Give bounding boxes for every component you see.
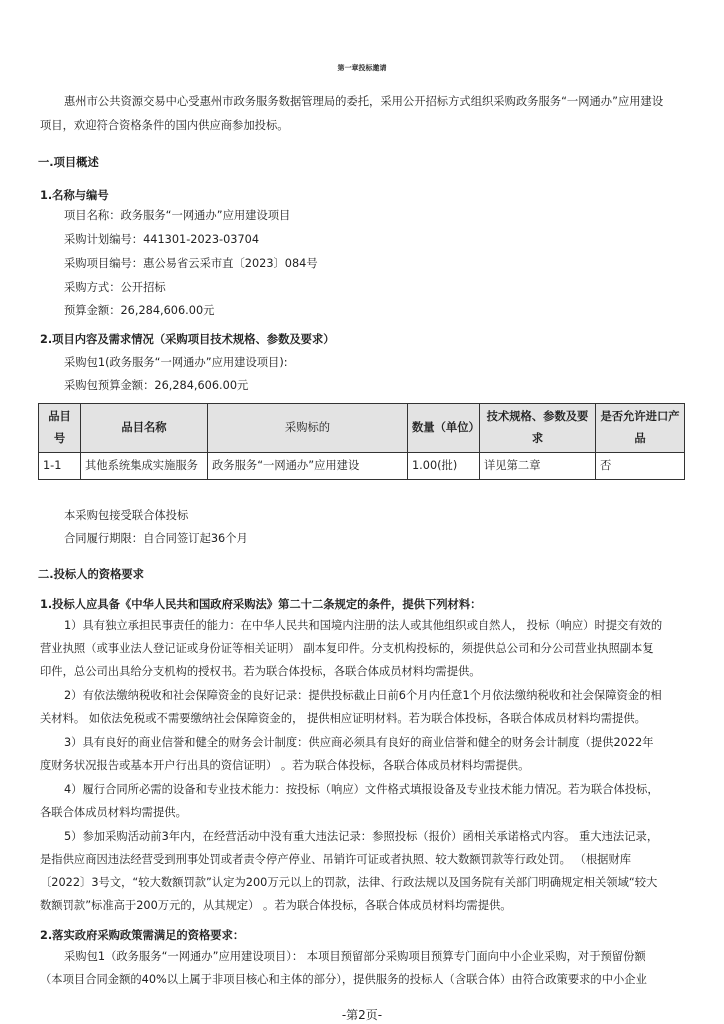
req2-line-1: 2）有依法缴纳税收和社会保障资金的良好记录：提供投标截止日前6个月内任意1个月依法缴纳税收和社会保障资金的相 [64,689,662,702]
section1-heading: 一.项目概述 [38,156,99,169]
req3-line-1: 3）具有良好的商业信誉和健全的财务会计制度：供应商必须具有良好的商业信誉和健全的财务会计制度（提供2022年 [64,736,654,749]
intro-line-2: 项目，欢迎符合资格条件的国内供应商参加投标。 [40,119,289,132]
section1-sub2-heading: 2.项目内容及需求情况（采购项目技术规格、参数及要求） [40,333,335,346]
policy-line-2: （本项目合同金额的40%以上属于非项目核心和主体的部分），提供服务的投标人（含联合体）由符合政策要求的中小企业 [40,973,647,986]
package-budget: 采购包预算金额：26,284,606.00元 [64,379,249,392]
section2-sub1-heading: 1.投标人应具备《中华人民共和国政府采购法》第二十二条规定的条件，提供下列材料： [40,598,482,611]
cell-import: 否 [596,453,685,480]
plan-number: 采购计划编号：441301-2023-03704 [64,233,260,246]
table-header-row [39,404,685,453]
req5-line-1: 5）参加采购活动前3年内，在经营活动中没有重大违法记录：参照投标（报价）函相关承诺格式内容。 重大违法记录， [64,830,659,843]
policy-line-1: 采购包1（政务服务“一网通办”应用建设项目）： 本项目预留部分采购项目预算专门面向中小企业采购，对于预留份额 [64,950,646,963]
req2-line-2: 关材料。 如依法免税或不需要缴纳社会保障资金的， 提供相应证明材料。若为联合体投标，各联合体成员材料均需提供。 [40,712,646,725]
page-number: -第2页- [341,1008,383,1022]
budget-amount: 预算金额：26,284,606.00元 [64,304,215,317]
req1-line-3: 印件，总公司出具给分支机构的授权书。若为联合体投标，各联合体成员材料均需提供。 [40,665,481,678]
section2-heading: 二.投标人的资格要求 [38,568,144,581]
table-row [39,453,685,480]
cell-subject: 政务服务“一网通办”应用建设 [208,453,408,480]
project-number: 采购项目编号：惠公易省云采市直〔2023〕084号 [64,257,318,270]
cell-item-no: 1-1 [39,453,81,480]
procurement-method: 采购方式：公开招标 [64,281,166,294]
req1-line-1: 1）具有独立承担民事责任的能力：在中华人民共和国境内注册的法人或其他组织或自然人， 投标（响应）时提交有效的 [64,619,663,632]
req4-line-2: 各联合体成员材料均需提供。 [40,806,187,819]
section1-sub1-heading: 1.名称与编号 [40,189,109,202]
col-header-item-name: 品目名称 [81,404,208,453]
package-title: 采购包1(政务服务“一网通办”应用建设项目): [64,356,288,369]
consortium-note: 本采购包接受联合体投标 [64,509,189,522]
section2-sub2-heading: 2.落实政府采购政策需满足的资格要求： [40,929,245,942]
req5-line-3: 〔2022〕3号文，“较大数额罚款”认定为200万元以上的罚款，法律、行政法规以及国务院有关部门明确规定相关领域“较大 [40,876,658,889]
cell-item-name: 其他系统集成实施服务 [81,453,208,480]
req4-line-1: 4）履行合同所必需的设备和专业技术能力：按投标（响应）文件格式填报设备及专业技术能力情况。若为联合体投标， [64,783,659,796]
intro-line-1: 惠州市公共资源交易中心受惠州市政务服务数据管理局的委托，采用公开招标方式组织采购政务服务“一网通办”应用建设 [64,95,664,108]
col-header-spec: 技术规格、参数及要求 [480,404,596,453]
cell-quantity: 1.00(批) [408,453,480,480]
req5-line-2: 是指供应商因违法经营受到刑事处罚或者责令停产停业、吊销许可证或者执照、较大数额罚款等行政处罚。 （根据财库 [40,853,632,866]
col-header-import: 是否允许进口产品 [596,404,685,453]
req1-line-2: 营业执照（或事业法人登记证或身份证等相关证明） 副本复印件。分支机构投标的，须提供总公司和分公司营业执照副本复 [40,642,654,655]
col-header-subject: 采购标的 [208,404,408,453]
col-header-quantity: 数量（单位） [408,404,480,453]
col-header-item-no: 品目号 [39,404,81,453]
req3-line-2: 度财务状况报告或基本开户行出具的资信证明） 。若为联合体投标，各联合体成员材料均需提供。 [40,759,530,772]
cell-spec: 详见第二章 [480,453,596,480]
req5-line-4: 数额罚款”标准高于200万元的，从其规定） 。若为联合体投标，各联合体成员材料均需提供。 [40,899,512,912]
project-name: 项目名称：政务服务“一网通办”应用建设项目 [64,209,291,222]
page-title: 第一章投标邀请 [337,64,387,72]
contract-term: 合同履行期限：自合同签订起36个月 [64,532,248,545]
procurement-table [38,403,685,480]
